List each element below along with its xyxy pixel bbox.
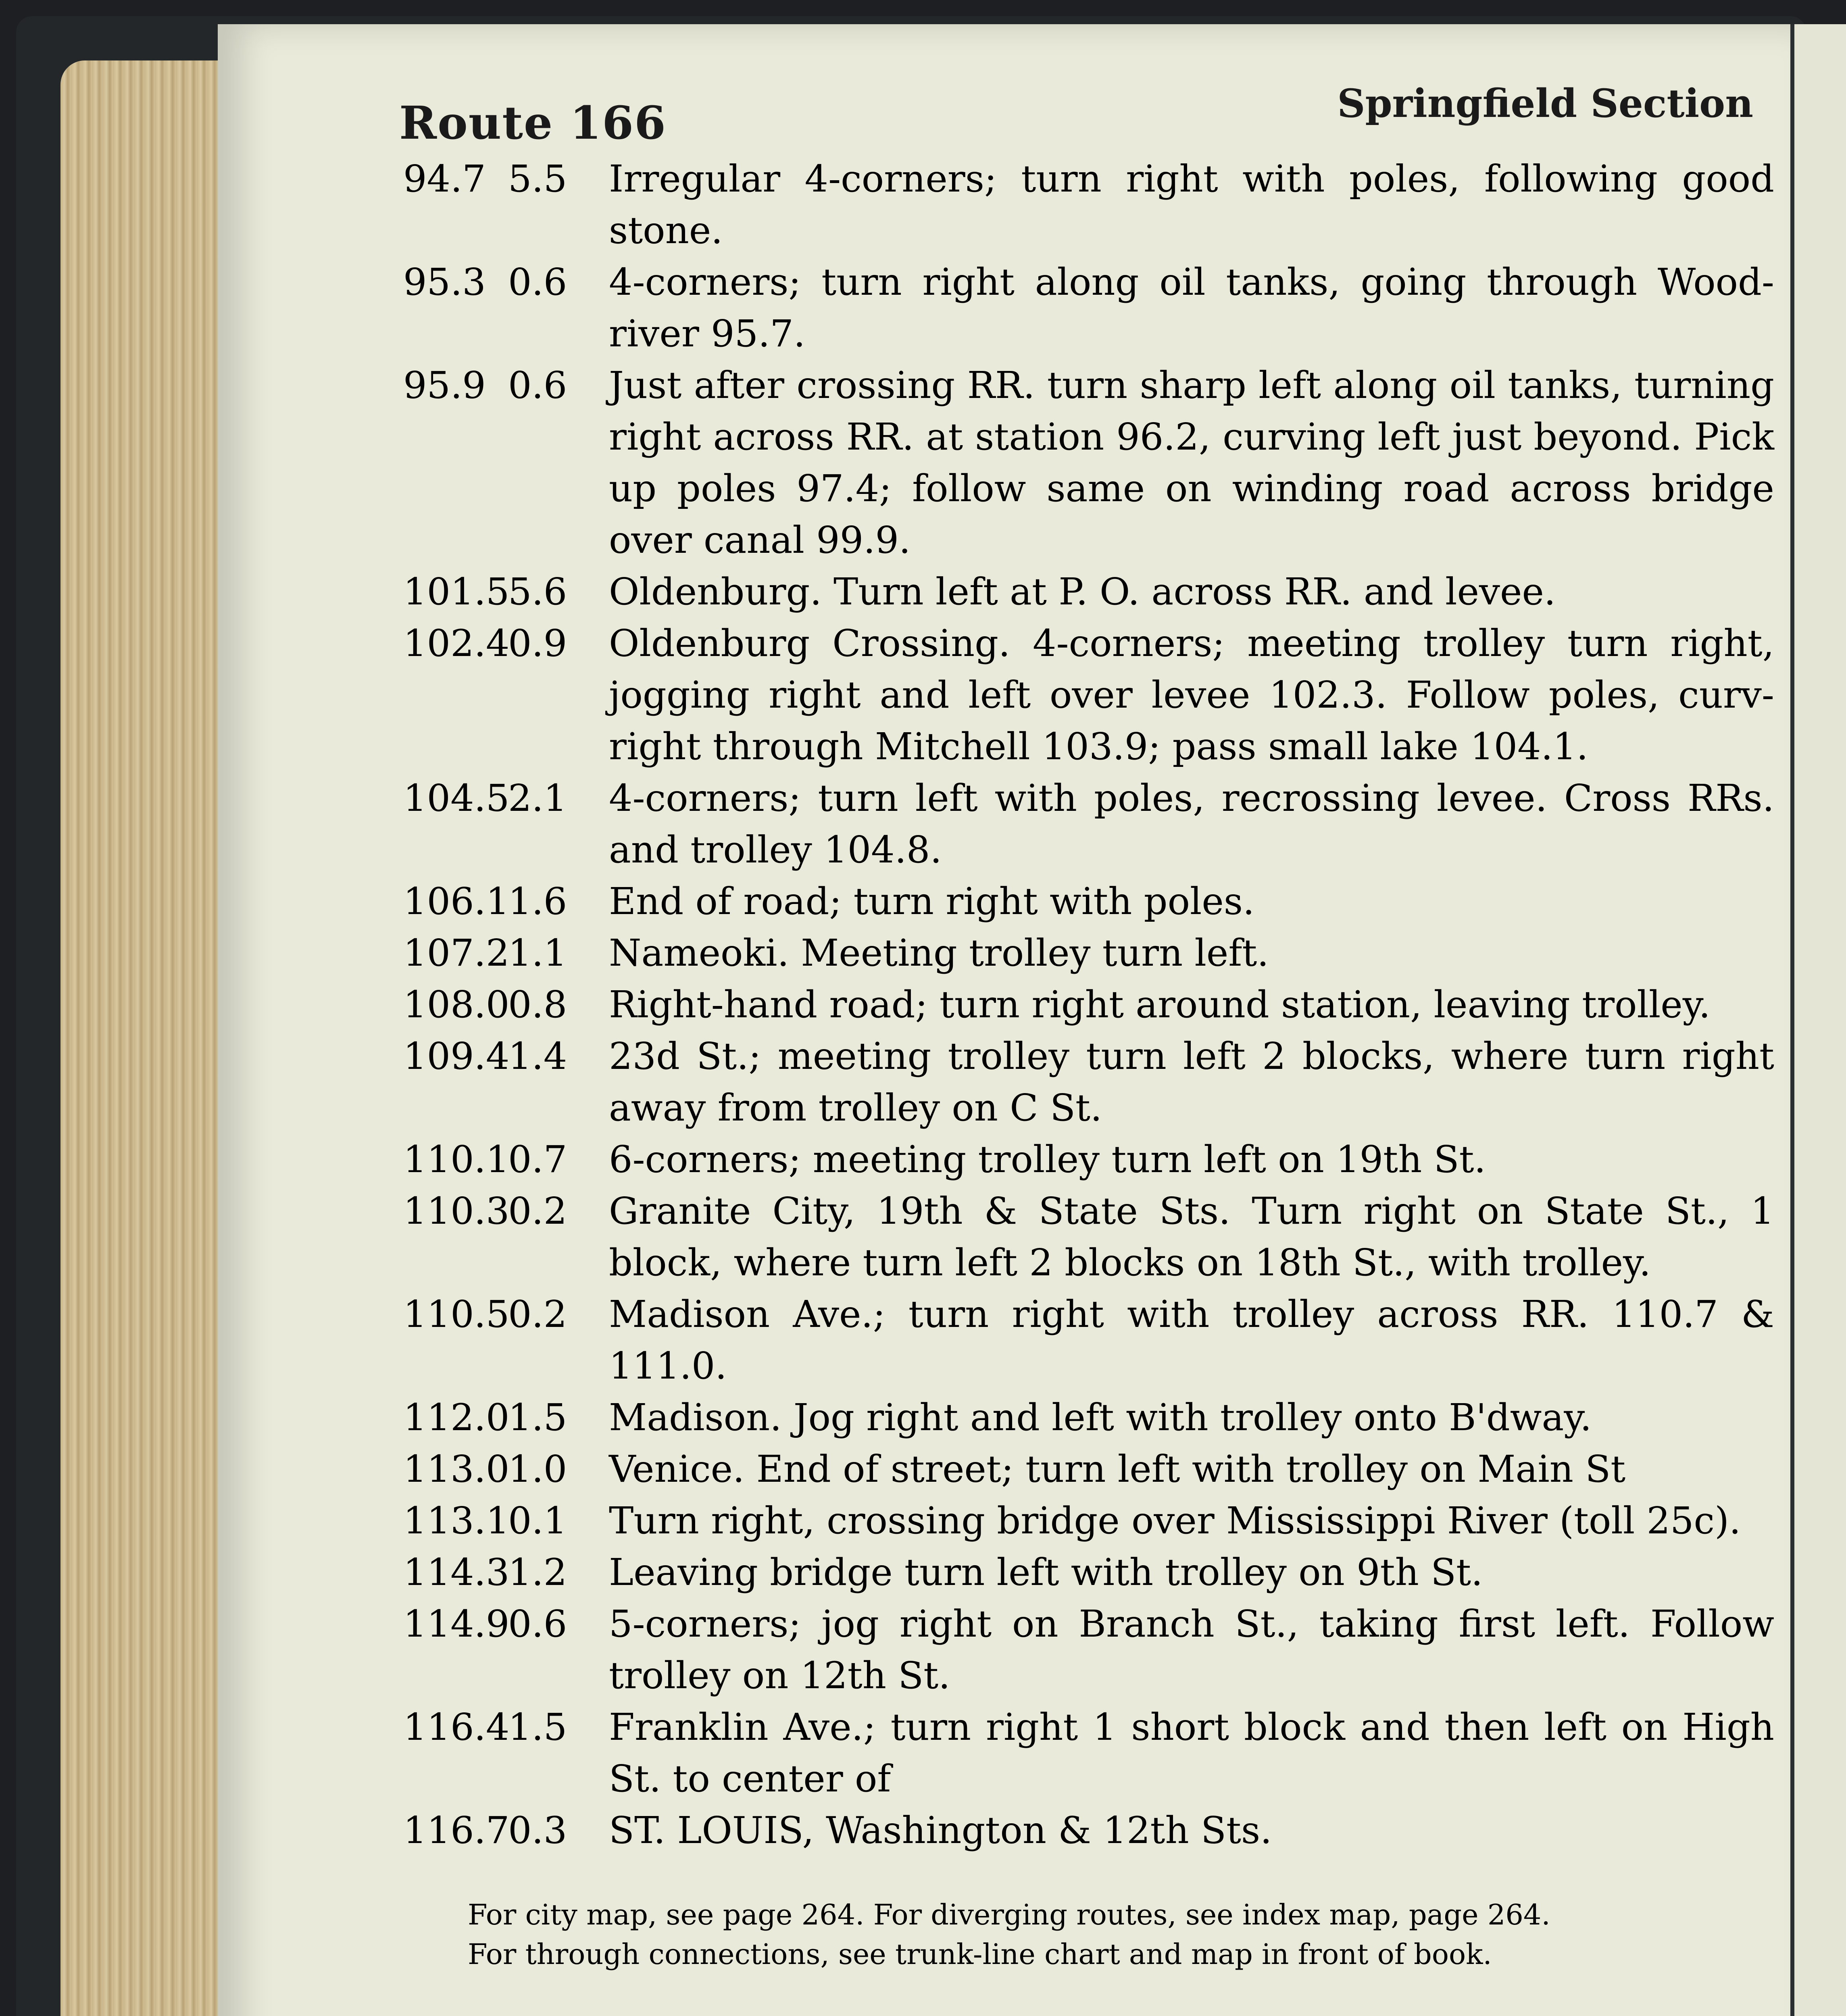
route-entry [403, 1031, 1774, 1134]
direction-text: Granite City, 19th & State Sts. Turn right on State St., 1 block, where turn left 2 blocks on 18th St., with trolley. [609, 1189, 1774, 1284]
direction-text: Franklin Ave.; turn right 1 short block and then left on High St. to center of [609, 1706, 1774, 1800]
route-entry [403, 256, 1774, 360]
total-mileage: 101.5 [403, 570, 510, 613]
route-entry [403, 1289, 1774, 1392]
direction-text: ST. LOUIS, Washington & 12th Sts. [609, 1809, 1272, 1852]
intermediate-mileage: 1.5 [508, 1706, 567, 1749]
route-entry [403, 1185, 1774, 1289]
route-entry [403, 153, 1774, 256]
intermediate-mileage: 0.6 [508, 364, 567, 407]
direction-text: Irregular 4-corners; turn right with poles, following good stone. [609, 157, 1774, 252]
route-entry [403, 566, 1774, 618]
total-mileage: 110.5 [403, 1293, 510, 1336]
direction-text: 6-corners; meeting trolley turn left on 19th St. [609, 1138, 1486, 1181]
total-mileage: 114.9 [403, 1602, 510, 1645]
intermediate-mileage: 0.7 [508, 1138, 567, 1181]
total-mileage: 112.0 [403, 1396, 510, 1439]
route-entry [403, 1598, 1774, 1702]
total-mileage: 108.0 [403, 983, 510, 1026]
route-header: Route 166 [399, 97, 667, 150]
intermediate-mileage: 0.8 [508, 983, 567, 1026]
total-mileage: 94.7 [403, 157, 486, 200]
direction-text: Leaving bridge turn left with trolley on 9th St. [609, 1551, 1483, 1594]
intermediate-mileage: 5.5 [508, 157, 567, 200]
intermediate-mileage: 0.9 [508, 622, 567, 665]
route-entry [403, 1702, 1774, 1805]
total-mileage: 106.1 [403, 880, 510, 923]
total-mileage: 95.9 [403, 364, 486, 407]
direction-text: 4-corners; turn right along oil tanks, going through Wood-river 95.7. [609, 260, 1774, 355]
through-connections-note: For through connections, see trunk-line chart and map in front of book. [468, 1938, 1492, 1971]
intermediate-mileage: 0.1 [508, 1499, 567, 1542]
direction-text: 4-corners; turn left with poles, recrossing levee. Cross RRs. and trolley 104.8. [609, 777, 1774, 871]
route-entry [403, 927, 1774, 979]
route-entry [403, 773, 1774, 876]
direction-text: Madison. Jog right and left with trolley onto B'dway. [609, 1396, 1592, 1439]
route-entry [403, 876, 1774, 927]
route-entry [403, 618, 1774, 773]
route-entry [403, 360, 1774, 566]
route-entry [403, 979, 1774, 1031]
total-mileage: 95.3 [403, 260, 486, 304]
route-entry [403, 1134, 1774, 1185]
direction-text: Just after crossing RR. turn sharp left along oil tanks, turning right across RR. at station 96.2, curving left just beyond. Pick up poles 97.4; follow same on winding road across bridge over canal 99.9. [609, 364, 1774, 562]
intermediate-mileage: 1.5 [508, 1396, 567, 1439]
route-entry [403, 1495, 1774, 1547]
intermediate-mileage: 2.1 [508, 777, 567, 820]
intermediate-mileage: 0.6 [508, 260, 567, 304]
direction-text: Oldenburg Crossing. 4-corners; meeting trolley turn right, jogging right and left over levee 102.3. Follow poles, curv-right through Mitchell 103.9; pass small lake 104.1. [609, 622, 1774, 768]
intermediate-mileage: 0.6 [508, 1602, 567, 1645]
page-edges [60, 60, 230, 2016]
total-mileage: 107.2 [403, 931, 510, 975]
route-notes [468, 1895, 1718, 1974]
intermediate-mileage: 5.6 [508, 570, 567, 613]
direction-text: End of road; turn right with poles. [609, 880, 1255, 923]
total-mileage: 113.0 [403, 1447, 510, 1491]
section-header: Springfield Section [1337, 81, 1753, 126]
route-entry [403, 1547, 1774, 1598]
direction-text: 5-corners; jog right on Branch St., taking first left. Follow trolley on 12th St. [609, 1602, 1774, 1697]
intermediate-mileage: 0.3 [508, 1809, 567, 1852]
direction-text: 23d St.; meeting trolley turn left 2 blocks, where turn right away from trolley on C St. [609, 1035, 1774, 1129]
total-mileage: 113.1 [403, 1499, 510, 1542]
route-entry [403, 1392, 1774, 1443]
total-mileage: 114.3 [403, 1551, 510, 1594]
intermediate-mileage: 1.0 [508, 1447, 567, 1491]
route-entries [403, 153, 1774, 1856]
total-mileage: 110.1 [403, 1138, 510, 1181]
intermediate-mileage: 1.4 [508, 1035, 567, 1078]
direction-text: Turn right, crossing bridge over Mississippi River (toll 25c). [609, 1499, 1741, 1542]
intermediate-mileage: 1.2 [508, 1551, 567, 1594]
intermediate-mileage: 1.6 [508, 880, 567, 923]
total-mileage: 104.5 [403, 777, 510, 820]
intermediate-mileage: 1.1 [508, 931, 567, 975]
route-entry [403, 1805, 1774, 1856]
intermediate-mileage: 0.2 [508, 1189, 567, 1233]
total-mileage: 116.7 [403, 1809, 510, 1852]
total-mileage: 102.4 [403, 622, 510, 665]
city-map-note: For city map, see page 264. For diverging routes, see index map, page 264. [468, 1898, 1550, 1931]
facing-page-edge [1790, 24, 1846, 2016]
total-mileage: 116.4 [403, 1706, 510, 1749]
total-mileage: 110.3 [403, 1189, 510, 1233]
total-mileage: 109.4 [403, 1035, 510, 1078]
direction-text: Right-hand road; turn right around station, leaving trolley. [609, 983, 1711, 1026]
direction-text: Nameoki. Meeting trolley turn left. [609, 931, 1269, 975]
direction-text: Venice. End of street; turn left with trolley on Main St [609, 1447, 1626, 1491]
route-entry [403, 1443, 1774, 1495]
direction-text: Oldenburg. Turn left at P. O. across RR. and levee. [609, 570, 1556, 613]
intermediate-mileage: 0.2 [508, 1293, 567, 1336]
direction-text: Madison Ave.; turn right with trolley across RR. 110.7 & 111.0. [609, 1293, 1774, 1387]
